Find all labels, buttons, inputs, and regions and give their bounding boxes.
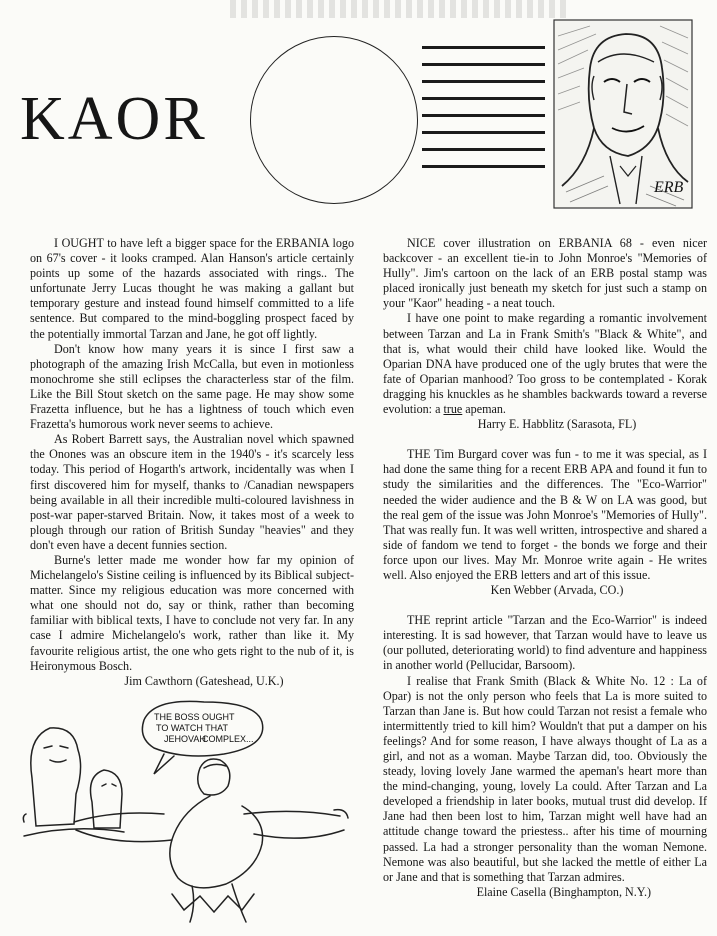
letter-paragraph: THE reprint article "Tarzan and the Eco-Warrior" is indeed interesting. It is sad however, that Tarzan would have to leave us (our polluted, deteriorating world) to find adventure and happiness in another world (Pellucidar, Barsoom).: [383, 613, 707, 673]
portrait-signature: ERB: [654, 179, 684, 196]
stripe: [422, 114, 545, 117]
bleed-through-text: [230, 0, 570, 18]
letter-signature: Jim Cawthorn (Gateshead, U.K.): [124, 673, 284, 688]
letter-signature: Elaine Casella (Binghampton, N.Y.): [476, 884, 651, 899]
letter-paragraph: I realise that Frank Smith (Black & White No. 12 : La of Opar) is not the only person who feels that La is more suited to Tarzan than Jane is. But how could Tarzan not resist a female who intermittently tried to kill him? Wouldn't that put a damper on his feelings? And for some reason, I have always thought of La as a girl, and not as a woman. Maybe Tarzan did, too. Obviously the steady, loving lovely Jane warmed the apeman's heart more than the mind-changing, young, lovely La could. After Tarzan and La developed a friendship in later books, mutual trust did develop. If Jane had then been lost to him, Tarzan might well have had an attitude change toward the priestess.. after his time of mourning passed. La had a stronger personality than the woman Nemone. Nemone was also beautiful, but she lacked the mettle of either La or Jane and that is something that Tarzan admires.: [383, 673, 707, 884]
speech-line: JEHOVAH: [164, 734, 206, 744]
stripe: [422, 80, 545, 83]
letter-signature: Ken Webber (Arvada, CO.): [490, 583, 624, 598]
speech-line: COMPLEX...: [202, 734, 254, 744]
blank-circle-frame: [250, 36, 418, 204]
stripe: [422, 165, 545, 168]
page-title: KAOR: [20, 85, 208, 153]
decorative-stripes: [422, 46, 545, 182]
speech-line: TO WATCH THAT: [156, 723, 228, 733]
stripe: [422, 63, 545, 66]
erb-portrait-sketch: [550, 16, 696, 212]
letter-paragraph: As Robert Barrett says, the Australian novel which spawned the Onones was an obscure item in the 1940's - it's scarcely less today. This period of Hogarth's artwork, incidentally was when I first discovered him for myself, thanks to /Canadian newspapers being available in all their incredible multi-coloured lavishness in post-war paper-starved Britain. Now, it takes most of a week to plough through our ration of British Sunday "heavies" and they don't even have a decent funnies section.: [30, 432, 354, 552]
text-run: I have one point to make regarding a romantic involvement between Tarzan and La in Frank Smith's "Black & White", and that is, what would their child have looked like. Would the Oparian DNA have produced one of the ugly brutes that were the fate of Oparian manhood? Too gross to be contemplated - Korak dragging his knuckles as he shambles backwards toward a reverse evolution: a: [383, 311, 707, 417]
letter-paragraph: I OUGHT to have left a bigger space for the ERBANIA logo on 67's cover - it looks cramped. Alan Hanson's article certainly points up some of the hazards associated with rings.. The unfortunate Jerry Lucas thought he was making a gallant but temporary gesture and instead found himself committed to a life sentence. But compared to the mind-boggling prospect faced by the potentially immortal Tarzan and Jane, he got off lightly.: [30, 236, 354, 341]
cartoon-illustration: [14, 698, 359, 928]
stripe: [422, 46, 545, 49]
letter-paragraph: NICE cover illustration on ERBANIA 68 - even nicer backcover - an excellent tie-in to John Monroe's "Memories of Hully". Jim's cartoon on the lack of an ERB postal stamp was placed ironically just beneath my sketch for just such a stamp on your "Kaor" heading - a neat touch.: [383, 236, 707, 311]
stripe: [422, 97, 545, 100]
letters-column-left: [30, 236, 354, 689]
underlined-word: true: [443, 402, 463, 417]
letter-paragraph: Burne's letter made me wonder how far my opinion of Michelangelo's Sistine ceiling is influenced by its Biblical subject-matter. Since my religious education was more concerned with what one should not do, say or think, rather than becoming familiar with biblical texts, I have to conclude not very far. In any case I admire Michelangelo's work, rather than like it. My favourite religious artist, the one who gets right to the nub of it, is Heironymous Bosch.: [30, 552, 354, 673]
speech-line: THE BOSS OUGHT: [154, 712, 235, 722]
letter-signature: Harry E. Habblitz (Sarasota, FL): [477, 417, 637, 432]
letter-paragraph: Don't know how many years it is since I first saw a photograph of the amazing Irish McCalla, but even in motionless monochrome she still eclipses the characterless star of the film. Like the Bill Stout sketch on the same page. He may show some Frazetta influence, but he has a lightness of touch which even Frazetta's humorous work never seems to achieve.: [30, 341, 354, 432]
stripe: [422, 131, 545, 134]
text-run: apeman.: [462, 402, 506, 417]
stripe: [422, 148, 545, 151]
letter-paragraph: THE Tim Burgard cover was fun - to me it was special, as I had done the same thing for a recent ERB APA and found it fun to study the similarities and the differences. The "Eco-Warrior" needed the wider audience and the B & W on LA was good, but the real gem of the issue was John Monroe's "Memories of Hully". That was really fun. It was well written, introspective and shared a side of fandom we tend to forget - the bonds we forge and their force upon our lives. May Mr. Monroe write again - He writes well. Also enjoyed the ERB letters and art of this issue.: [383, 447, 707, 582]
letters-column-right: [383, 236, 707, 900]
letter-paragraph: [383, 311, 707, 417]
